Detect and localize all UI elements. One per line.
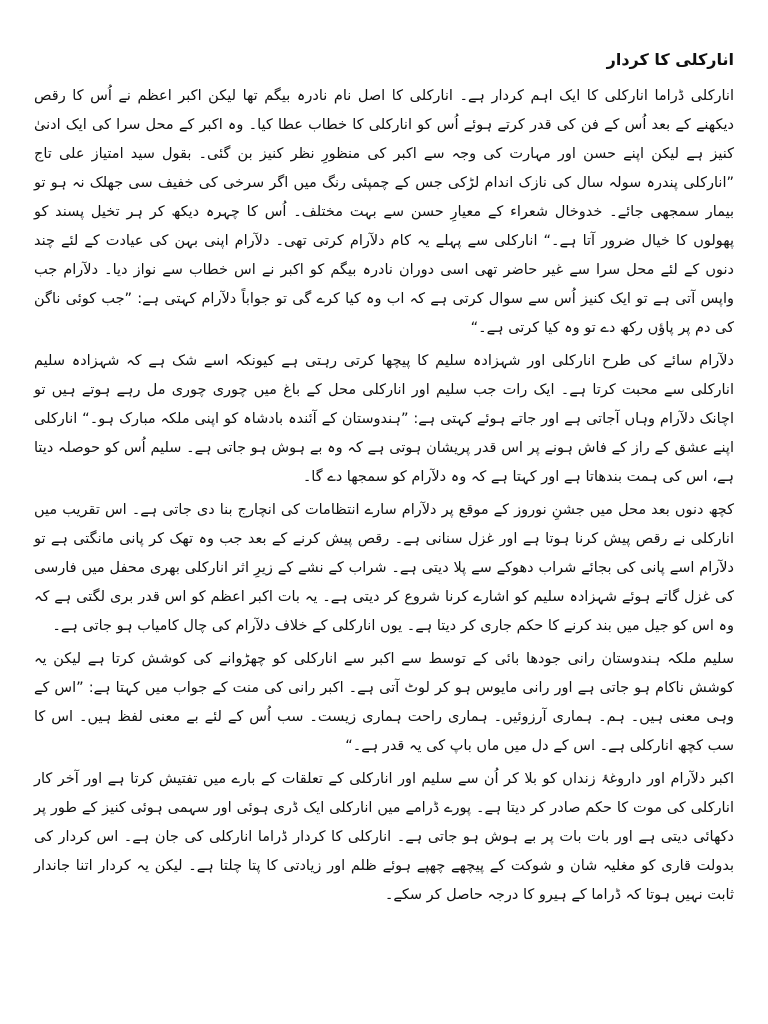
document-title: انارکلی کا کردار <box>606 50 734 69</box>
paragraph-dilaram: دلآرام سائے کی طرح انارکلی اور شہزادہ سلیم کا پیچھا کرتی رہتی ہے کیونکہ اسے شک ہے کہ شہزادہ سلیم انارکلی سے محبت کرتا ہے۔ ایک رات جب سلیم اور انارکلی محل کے باغ میں چوری چوری مل رہے ہوتے ہیں تو اچانک دلآرام وہاں آجاتی ہے اور جاتے ہوئے کہتی ہے: ”ہندوستان کے آئندہ بادشاہ کو اپنی ملکہ مبارک ہو۔“ انارکلی اپنے عشق کے راز کے فاش ہونے پر اس قدر پریشان ہوتی ہے کہ وہ بے ہوش ہو جاتی ہے۔ سلیم اُس کو حوصلہ دیتا ہے، اس کی ہمت بندھاتا ہے اور کہتا ہے کہ وہ دلآرام کو سمجھا دے گا۔ <box>34 353 734 485</box>
paragraph-intro: انارکلی ڈراما انارکلی کا ایک اہم کردار ہے۔ انارکلی کا اصل نام نادرہ بیگم تھا لیکن اکبر اعظم نے اُس کا رقص دیکھنے کے بعد اُس کے فن کی قدر کرتے ہوئے اُس کو انارکلی کا خطاب عطا کیا۔ وہ اکبر کے محل سرا کی ایک ادنیٰ کنیز ہے لیکن اپنے حسن اور مہارت کی وجہ سے اکبر کی منظورِ نظر کنیز بن گئی۔ بقول سید امتیاز علی تاج ”انارکلی پندرہ سولہ سال کی نازک اندام لڑکی جس کے چمپئی رنگ میں اگر سرخی کی خفیف سی جھلک نہ ہو تو بیمار سمجھی جائے۔ خدوخال شعراء کے معیارِ حسن سے بہت مختلف۔ اُس کا چہرہ دیکھ کر ہر تخیل پسند کو پھولوں کا خیال ضرور آتا ہے۔“ انارکلی سے پہلے یہ کام دلآرام کرتی تھی۔ دلآرام اپنی بہن کی عیادت کے لئے چند دنوں کے لئے محل سرا سے غیر حاضر تھی اسی دوران نادرہ بیگم کو اکبر نے اس خطاب سے نواز دیا۔ دلآرام جب واپس آتی ہے تو ایک کنیز اُس سے سوال کرتی ہے کہ اب وہ کیا کرے گی تو جواباً دلآرام کہتی ہے: ”جب کوئی ناگن کی دم پر پاؤں رکھ دے تو وہ کیا کرتی ہے۔“ <box>34 88 734 336</box>
document-page <box>34 48 734 984</box>
paragraph-jodha-bai: سلیم ملکہ ہندوستان رانی جودھا بائی کے توسط سے اکبر سے انارکلی کو چھڑوانے کی کوشش کرتا ہے لیکن یہ کوشش ناکام ہو جاتی ہے اور رانی مایوس ہو کر لوٹ آتی ہے۔ اکبر رانی کی منت کے جواب میں کہتا ہے: ”اس کے وہی معنی ہیں۔ ہم۔ ہماری آرزوئیں۔ ہماری راحت ہماری زیست۔ سب اُس کے لئے بے معنی لفظ ہیں۔ اس کا سب کچھ انارکلی ہے۔ اس کے دل میں ماں باپ کی یہ قدر ہے۔“ <box>34 651 734 754</box>
paragraph-nauroz: کچھ دنوں بعد محل میں جشنِ نوروز کے موقع پر دلآرام سارے انتظامات کی انچارج بنا دی جاتی ہے۔ اس تقریب میں انارکلی نے رقص پیش کرنا ہوتا ہے اور غزل سنانی ہے۔ رقص پیش کرنے کے بعد جب وہ تھک کر پانی مانگتی ہے تو دلآرام اسے پانی کی بجائے شراب دھوکے سے پلا دیتی ہے۔ شراب کے نشے کے زیرِ اثر انارکلی بھری محفل میں فارسی کی غزل گاتے ہوئے شہزادہ سلیم کو اشارے کرنا شروع کر دیتی ہے۔ یہ بات اکبر اعظم کو اس قدر بری لگتی ہے کہ وہ اس کو جیل میں بند کرنے کا حکم جاری کر دیتا ہے۔ یوں انارکلی کے خلاف دلآرام کی چال کامیاب ہو جاتی ہے۔ <box>34 502 734 634</box>
paragraph-conclusion: اکبر دلآرام اور داروغۂ زنداں کو بلا کر اُن سے سلیم اور انارکلی کے تعلقات کے بارے میں تفتیش کرتا ہے اور آخر کار انارکلی کی موت کا حکم صادر کر دیتا ہے۔ پورے ڈرامے میں انارکلی ایک ڈری ہوئی اور سہمی ہوئی کنیز کے طور پر دکھائی دیتی ہے اور بات بات پر بے ہوش ہو جاتی ہے۔ انارکلی کا کردار ڈراما انارکلی کی جان ہے۔ اس کردار کی بدولت قاری کو مغلیہ شان و شوکت کے پیچھے چھپے ہوئے ظلم اور زیادتی کا پتا چلتا ہے۔ لیکن یہ کردار اتنا جاندار ثابت نہیں ہوتا کہ ڈراما کے ہیرو کا درجہ حاصل کر سکے۔ <box>34 771 734 903</box>
